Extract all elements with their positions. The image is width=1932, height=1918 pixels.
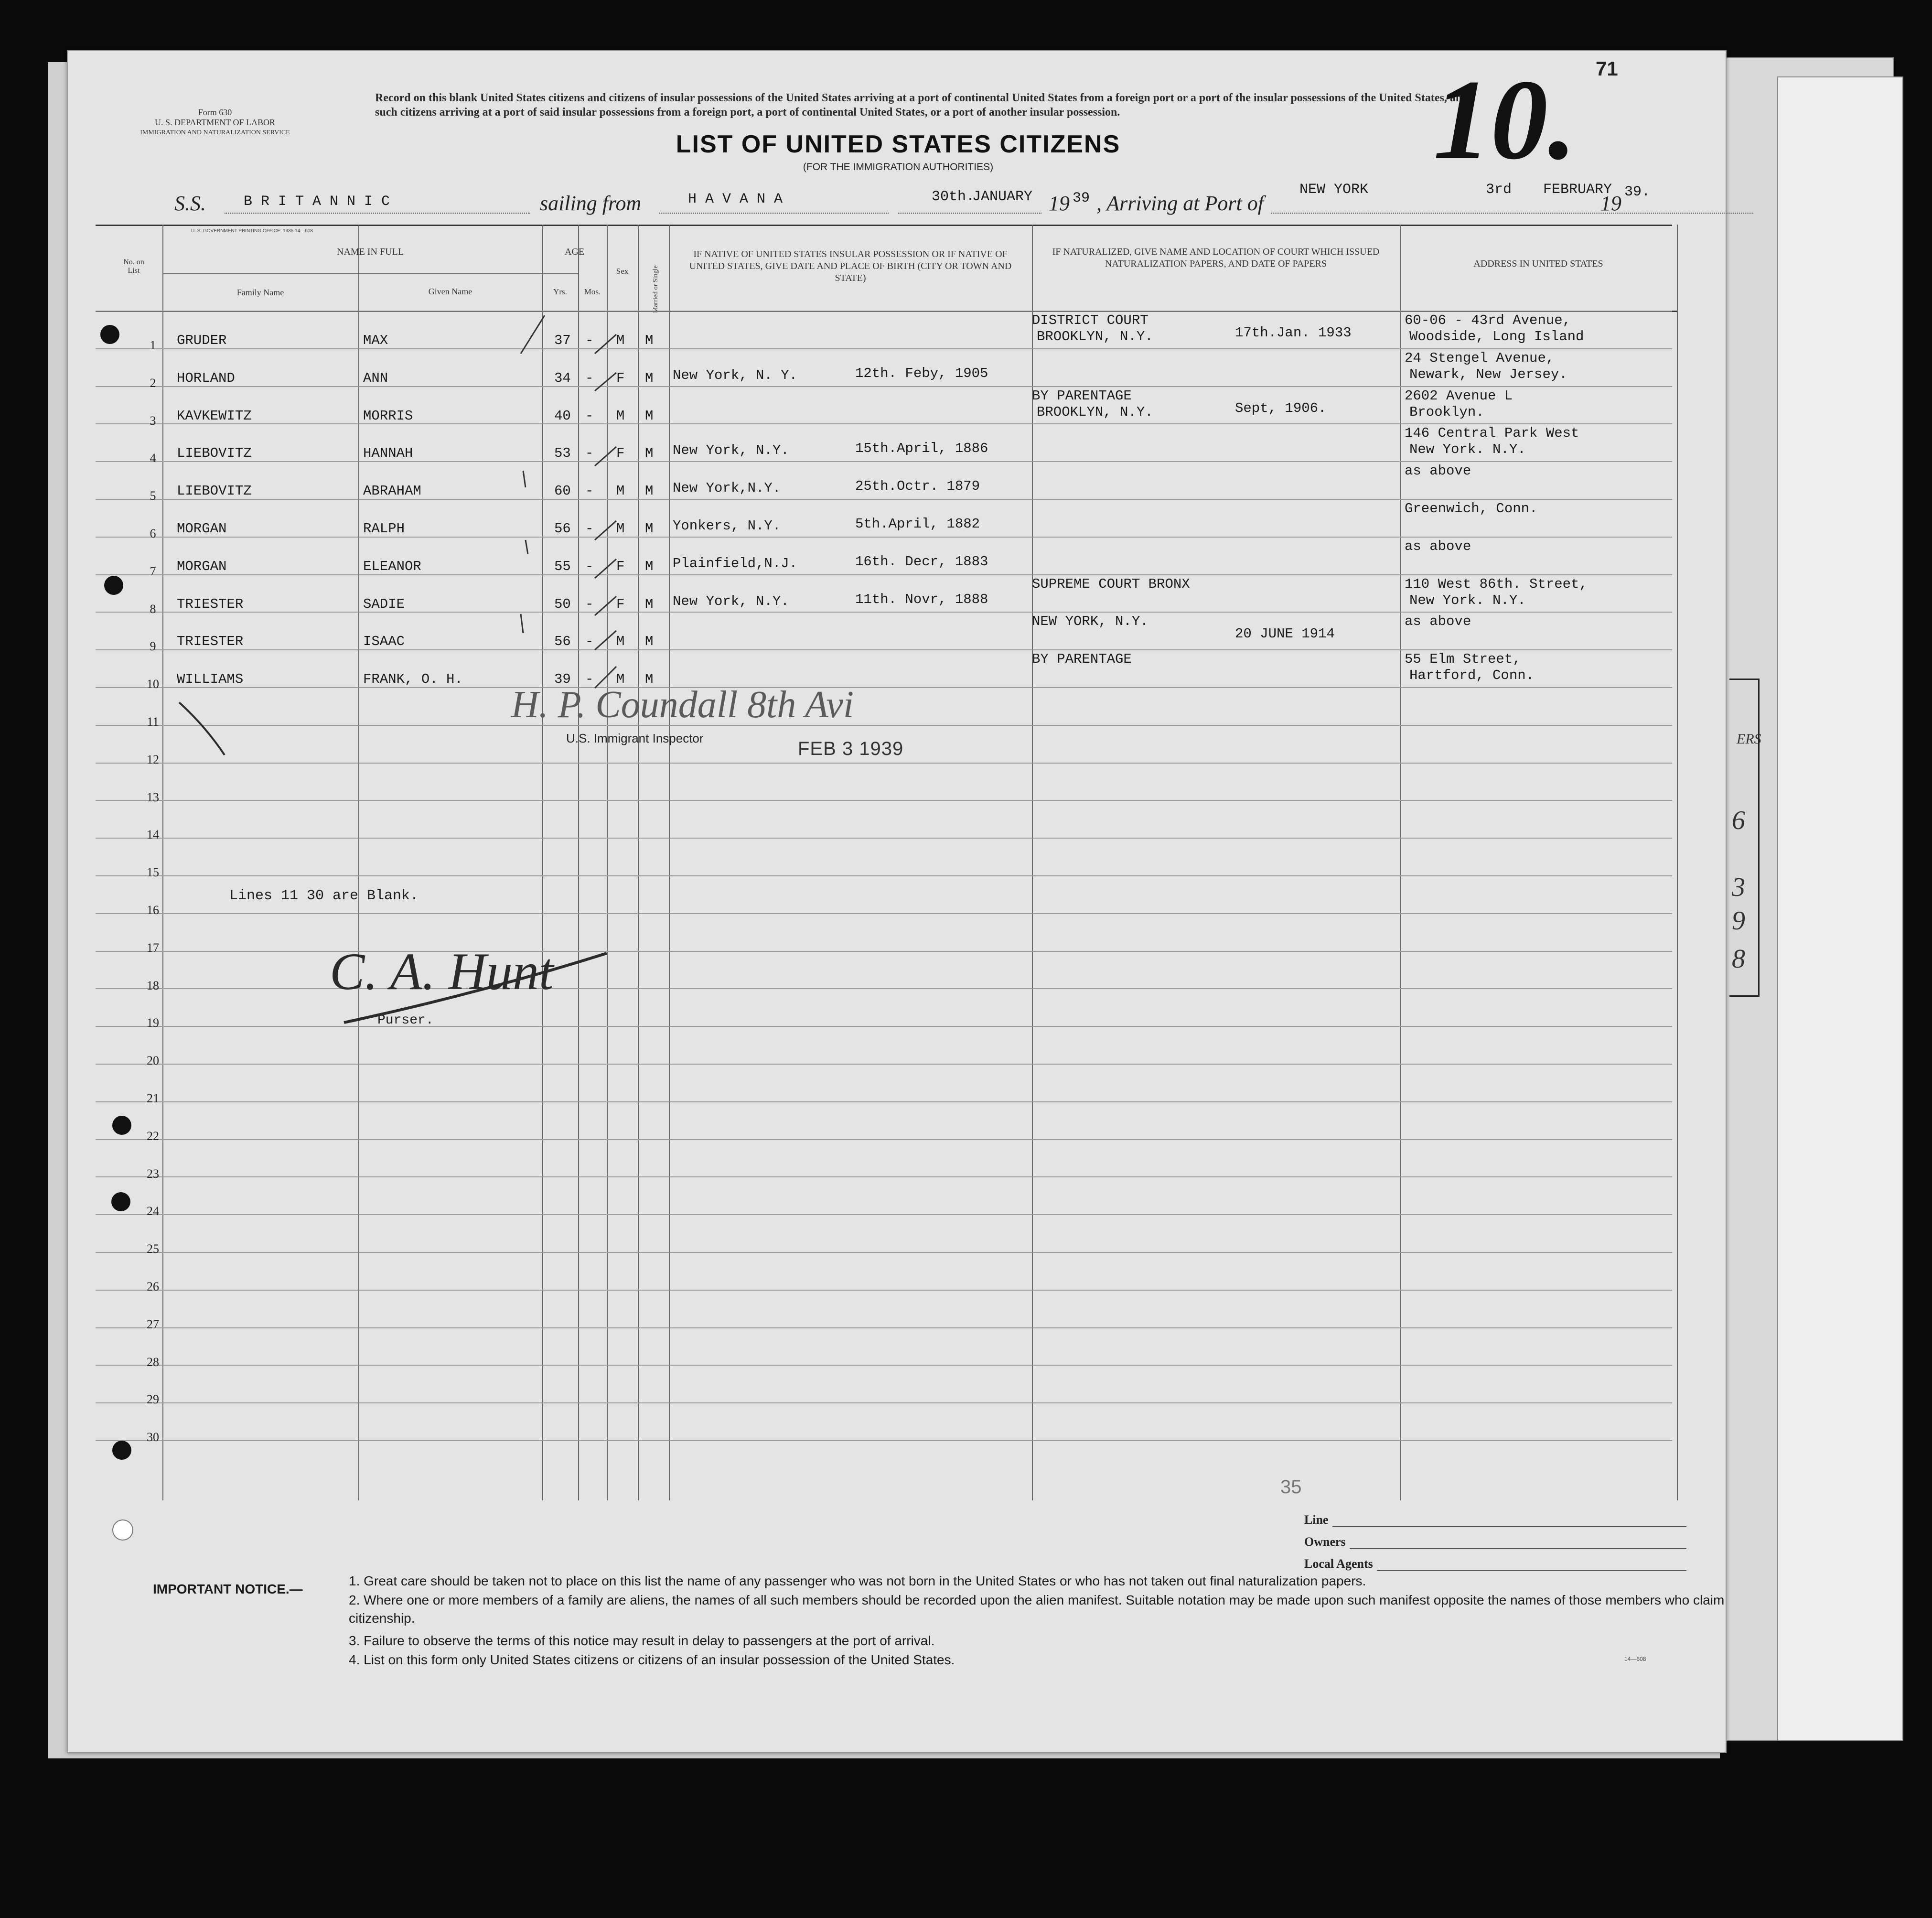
age-years-cell: 39 <box>554 671 571 688</box>
family-name-cell: TRIESTER <box>177 634 244 650</box>
age-years-cell: 56 <box>554 521 571 537</box>
arrival-month: FEBRUARY <box>1543 182 1612 198</box>
age-years-cell: 55 <box>554 558 571 574</box>
address-line1-cell: 24 Stengel Avenue, <box>1405 350 1555 366</box>
margin-mark-6: 6 <box>1732 806 1745 835</box>
blank-lines-note: Lines 11 30 are Blank. <box>229 888 419 904</box>
form-department: U. S. DEPARTMENT OF LABOR <box>155 118 275 127</box>
sex-cell: F <box>616 596 625 612</box>
birth-place-cell: New York, N.Y. <box>673 593 789 609</box>
age-months-cell: - <box>585 521 594 537</box>
birth-date-cell: 12th. Feby, 1905 <box>855 365 988 381</box>
birth-date-cell: 11th. Novr, 1888 <box>855 591 988 607</box>
check-mark <box>521 315 545 354</box>
check-mark <box>595 447 616 466</box>
age-months-cell: - <box>585 483 594 499</box>
row-number: 10 <box>147 677 159 691</box>
age-months-cell: - <box>585 370 594 386</box>
col-address: ADDRESS IN UNITED STATES <box>1473 259 1603 269</box>
marital-status-cell: M <box>645 445 654 462</box>
age-years-cell: 40 <box>554 408 571 424</box>
purser-label: Purser. <box>377 1013 434 1028</box>
age-years-cell: 53 <box>554 445 571 462</box>
naturalization-court-cell: SUPREME COURT BRONX <box>1032 576 1190 592</box>
sex-cell: F <box>616 558 625 574</box>
age-months-cell: - <box>585 408 594 424</box>
age-years-cell: 60 <box>554 483 571 499</box>
family-name-cell: LIEBOVITZ <box>177 445 252 462</box>
local-agents-field <box>1304 1549 1686 1571</box>
marital-status-cell: M <box>645 634 654 650</box>
tick-mark <box>523 471 526 487</box>
marital-status-cell: M <box>645 596 654 612</box>
tick-mark <box>521 614 523 633</box>
list-number: 10. <box>1433 56 1577 183</box>
row-number: 7 <box>150 564 156 578</box>
address-line1-cell: 2602 Avenue L <box>1405 388 1513 404</box>
departure-year-prefix: 19 <box>1049 192 1070 215</box>
row-number: 13 <box>147 790 159 804</box>
row-number: 22 <box>147 1129 159 1143</box>
row-number: 6 <box>150 527 156 540</box>
address-line1-cell: as above <box>1405 614 1471 630</box>
row-number: 12 <box>147 752 159 766</box>
col-family-name: Family Name <box>236 288 284 297</box>
row-number: 27 <box>147 1317 159 1331</box>
purser-underline-stroke <box>344 953 607 1023</box>
address-line1-cell: 110 West 86th. Street, <box>1405 576 1588 592</box>
address-line1-cell: 55 Elm Street, <box>1405 651 1521 668</box>
family-name-cell: TRIESTER <box>177 596 244 612</box>
form-code: 14—608 <box>1624 1656 1646 1662</box>
given-name-cell: MAX <box>363 333 388 348</box>
naturalization-location-cell: BROOKLYN, N.Y. <box>1037 404 1153 420</box>
birth-place-cell: New York, N.Y. <box>673 442 789 459</box>
owners-label: Owners <box>1304 1535 1346 1549</box>
col-mos: Mos. <box>584 287 601 296</box>
sex-cell: F <box>616 445 625 462</box>
sailing-from-label: sailing from <box>540 192 642 215</box>
naturalization-court-cell: BY PARENTAGE <box>1032 388 1132 404</box>
end-of-list-stroke <box>179 702 225 755</box>
check-mark <box>595 559 616 578</box>
family-name-cell: WILLIAMS <box>177 671 244 688</box>
family-name-cell: KAVKEWITZ <box>177 408 252 424</box>
row-number: 20 <box>147 1054 159 1068</box>
margin-mark-8: 8 <box>1732 944 1745 974</box>
sex-cell: F <box>616 370 625 386</box>
row-number: 8 <box>150 602 156 616</box>
naturalization-date-cell: 20 JUNE 1914 <box>1235 626 1335 642</box>
given-name-cell: ABRAHAM <box>363 483 421 499</box>
page-number: 71 <box>1596 57 1618 80</box>
check-marks <box>521 315 616 688</box>
line-field <box>1304 1505 1686 1527</box>
col-no-on-list: No. on List <box>123 258 144 275</box>
marital-status-cell: M <box>645 483 654 499</box>
address-line1-cell: 60-06 - 43rd Avenue, <box>1405 312 1571 328</box>
margin-mark-9: 9 <box>1732 906 1745 936</box>
family-name-cell: HORLAND <box>177 370 235 386</box>
address-line2-cell: New York. N.Y. <box>1409 442 1526 458</box>
col-native-birth: IF NATIVE OF UNITED STATES INSULAR POSSESSION OR IF NATIVE OF UNITED STATES, GIVE DATE AND PLACE OF BIRTH (CITY OR TOWN AND STATE) <box>689 249 1012 283</box>
row-number: 25 <box>147 1242 159 1256</box>
row-number: 28 <box>147 1355 159 1369</box>
family-name-cell: MORGAN <box>177 558 227 574</box>
naturalization-location-cell: BROOKLYN, N.Y. <box>1037 329 1153 345</box>
given-name-cell: SADIE <box>363 596 405 612</box>
row-number: 9 <box>150 639 156 654</box>
stamp-date: FEB 3 1939 <box>798 738 904 759</box>
row-number: 16 <box>147 903 159 917</box>
local-agents-label: Local Agents <box>1304 1557 1373 1571</box>
family-name-cell: MORGAN <box>177 521 227 537</box>
sex-cell: M <box>616 408 625 424</box>
notice-item-1: 1. Great care should be taken not to place on this list the name of any passenger who was not born in the United States or who has not taken out final naturalization papers. <box>349 1573 1366 1588</box>
owners-field <box>1304 1527 1686 1549</box>
marital-status-cell: M <box>645 521 654 537</box>
col-age: AGE <box>564 247 585 257</box>
margin-mark-3: 3 <box>1732 873 1745 902</box>
form-service: IMMIGRATION AND NATURALIZATION SERVICE <box>140 129 290 136</box>
row-number: 2 <box>150 376 156 390</box>
row-number: 3 <box>150 413 156 428</box>
address-line1-cell: Greenwich, Conn. <box>1405 501 1538 517</box>
given-name-cell: ISAAC <box>363 634 405 650</box>
line-field-rule <box>1332 1515 1686 1527</box>
given-name-cell: RALPH <box>363 521 405 537</box>
family-name-cell: GRUDER <box>177 333 227 348</box>
arrival-year-prefix: 19 <box>1600 192 1621 215</box>
address-line2-cell: Brooklyn. <box>1409 404 1484 420</box>
row-number: 17 <box>147 940 159 955</box>
birth-date-cell: 25th.Octr. 1879 <box>855 478 980 495</box>
row-number: 29 <box>147 1392 159 1407</box>
birth-place-cell: New York,N.Y. <box>673 480 781 496</box>
address-line1-cell: 146 Central Park West <box>1405 425 1579 442</box>
marital-status-cell: M <box>645 558 654 574</box>
sex-cell: M <box>616 634 625 650</box>
naturalization-court-cell: DISTRICT COURT <box>1032 312 1148 328</box>
check-mark <box>595 596 616 615</box>
page-subtitle: (FOR THE IMMIGRATION AUTHORITIES) <box>803 162 994 172</box>
age-months-cell: - <box>585 671 594 688</box>
given-name-cell: ELEANOR <box>363 558 421 574</box>
departure-port: H A V A N A <box>688 191 783 207</box>
given-name-cell: HANNAH <box>363 445 413 462</box>
age-months-cell: - <box>585 445 594 462</box>
notice-item-2: 2. Where one or more members of a family are aliens, the names of all such members should be recorded upon the alien manifest. Suitable notation may be made upon such manifest opposite the names of those members who claim citizenship. <box>349 1593 1725 1626</box>
birth-place-cell: New York, N. Y. <box>673 367 798 383</box>
birth-date-cell: 15th.April, 1886 <box>855 441 988 457</box>
age-months-cell: - <box>585 596 594 612</box>
check-mark <box>595 373 616 391</box>
naturalization-court-cell: NEW YORK, N.Y. <box>1032 614 1148 630</box>
departure-month: JANUARY <box>972 189 1033 205</box>
row-number: 23 <box>147 1166 159 1181</box>
check-mark <box>595 631 616 650</box>
age-months-cell: - <box>585 558 594 574</box>
sex-cell: M <box>616 483 625 499</box>
arrival-year-suffix: 39. <box>1624 184 1651 200</box>
address-line2-cell: Newark, New Jersey. <box>1409 366 1567 382</box>
arriving-label: , Arriving at Port of <box>1096 192 1264 215</box>
check-mark <box>595 521 616 540</box>
birth-date-cell: 16th. Decr, 1883 <box>855 553 988 570</box>
naturalization-date-cell: 17th.Jan. 1933 <box>1235 325 1352 341</box>
given-name-cell: ANN <box>363 370 388 386</box>
row-number: 4 <box>150 451 156 465</box>
age-years-cell: 34 <box>554 370 571 386</box>
footer-fields <box>1304 1505 1686 1571</box>
row-number: 19 <box>147 1016 159 1030</box>
col-given-name: Given Name <box>428 287 472 296</box>
row-number: 24 <box>147 1204 159 1218</box>
bottom-number: 35 <box>1280 1476 1302 1498</box>
age-years-cell: 37 <box>554 333 571 348</box>
tick-mark <box>526 540 528 554</box>
family-name-cell: LIEBOVITZ <box>177 483 252 499</box>
purser-signature: C. A. Hunt <box>330 942 554 1001</box>
birth-date-cell: 5th.April, 1882 <box>855 516 980 532</box>
marital-status-cell: M <box>645 671 654 688</box>
sex-cell: M <box>616 521 625 537</box>
birth-place-cell: Yonkers, N.Y. <box>673 518 781 534</box>
ship-name: B R I T A N N I C <box>244 194 390 210</box>
arrival-port: NEW YORK <box>1299 182 1369 198</box>
given-name-cell: MORRIS <box>363 408 413 424</box>
address-line2-cell: Woodside, Long Island <box>1409 329 1584 345</box>
check-mark <box>595 667 616 688</box>
naturalization-date-cell: Sept, 1906. <box>1235 400 1327 416</box>
notice-item-4: 4. List on this form only United States citizens or citizens of an insular possession of the United States. <box>349 1652 955 1667</box>
printing-office-note: U. S. GOVERNMENT PRINTING OFFICE: 1935 14—608 <box>191 228 313 234</box>
birth-place-cell: Plainfield,N.J. <box>673 555 798 571</box>
inspector-title: U.S. Immigrant Inspector <box>566 731 704 745</box>
check-mark <box>595 334 616 354</box>
col-name-in-full: NAME IN FULL <box>337 247 404 257</box>
age-years-cell: 56 <box>554 634 571 650</box>
intro-text: Record on this blank United States citizens and citizens of insular possessions of the United States arriving at a port of continental United States from a foreign port or a port of the insular possessions of the United States, and such citizens arriving at a port of said insular possessions from a foreign port, a port of continental United States, or a port of another insular possession. <box>375 92 1469 119</box>
naturalization-court-cell: BY PARENTAGE <box>1032 651 1132 668</box>
margin-mark-ers: ERS <box>1737 731 1761 747</box>
col-married-single: Married or Single <box>652 265 659 313</box>
form-number: Form 630 <box>198 108 232 117</box>
row-number: 18 <box>147 978 159 992</box>
notice-item-3: 3. Failure to observe the terms of this notice may result in delay to passengers at the port of arrival. <box>349 1633 935 1648</box>
marital-status-cell: M <box>645 333 654 348</box>
page-title: LIST OF UNITED STATES CITIZENS <box>676 130 1121 158</box>
marital-status-cell: M <box>645 370 654 386</box>
col-sex: Sex <box>616 267 629 276</box>
departure-day: 30th. <box>932 189 975 205</box>
sex-cell: M <box>616 671 625 688</box>
row-number: 30 <box>147 1430 159 1444</box>
local-agents-field-rule <box>1377 1559 1686 1571</box>
notice-label: IMPORTANT NOTICE.— <box>153 1582 303 1596</box>
col-naturalized: IF NATURALIZED, GIVE NAME AND LOCATION OF COURT WHICH ISSUED NATURALIZATION PAPERS, AND DATE OF PAPERS <box>1052 247 1380 269</box>
sex-cell: M <box>616 333 625 348</box>
row-number: 14 <box>147 828 159 842</box>
col-yrs: Yrs. <box>553 287 567 296</box>
row-number: 21 <box>147 1091 159 1105</box>
arrival-day: 3rd <box>1486 182 1512 198</box>
row-number: 26 <box>147 1280 159 1293</box>
line-label: Line <box>1304 1513 1329 1527</box>
marital-status-cell: M <box>645 408 654 424</box>
given-name-cell: FRANK, O. H. <box>363 671 463 688</box>
row-number: 11 <box>147 715 159 729</box>
departure-year-suffix: 39 <box>1073 190 1090 206</box>
ss-label: S.S. <box>174 192 206 215</box>
address-line2-cell: Hartford, Conn. <box>1409 668 1535 684</box>
address-line1-cell: as above <box>1405 538 1471 554</box>
owners-field-rule <box>1350 1537 1686 1549</box>
address-line2-cell: New York. N.Y. <box>1409 592 1526 608</box>
inspector-signature: H. P. Coundall 8th Avi <box>511 684 854 726</box>
age-years-cell: 50 <box>554 596 571 612</box>
address-line1-cell: as above <box>1405 463 1471 479</box>
age-months-cell: - <box>585 634 594 650</box>
row-number: 15 <box>147 865 159 880</box>
row-number: 5 <box>150 489 156 503</box>
age-months-cell: - <box>585 333 594 348</box>
row-number: 1 <box>150 338 156 352</box>
